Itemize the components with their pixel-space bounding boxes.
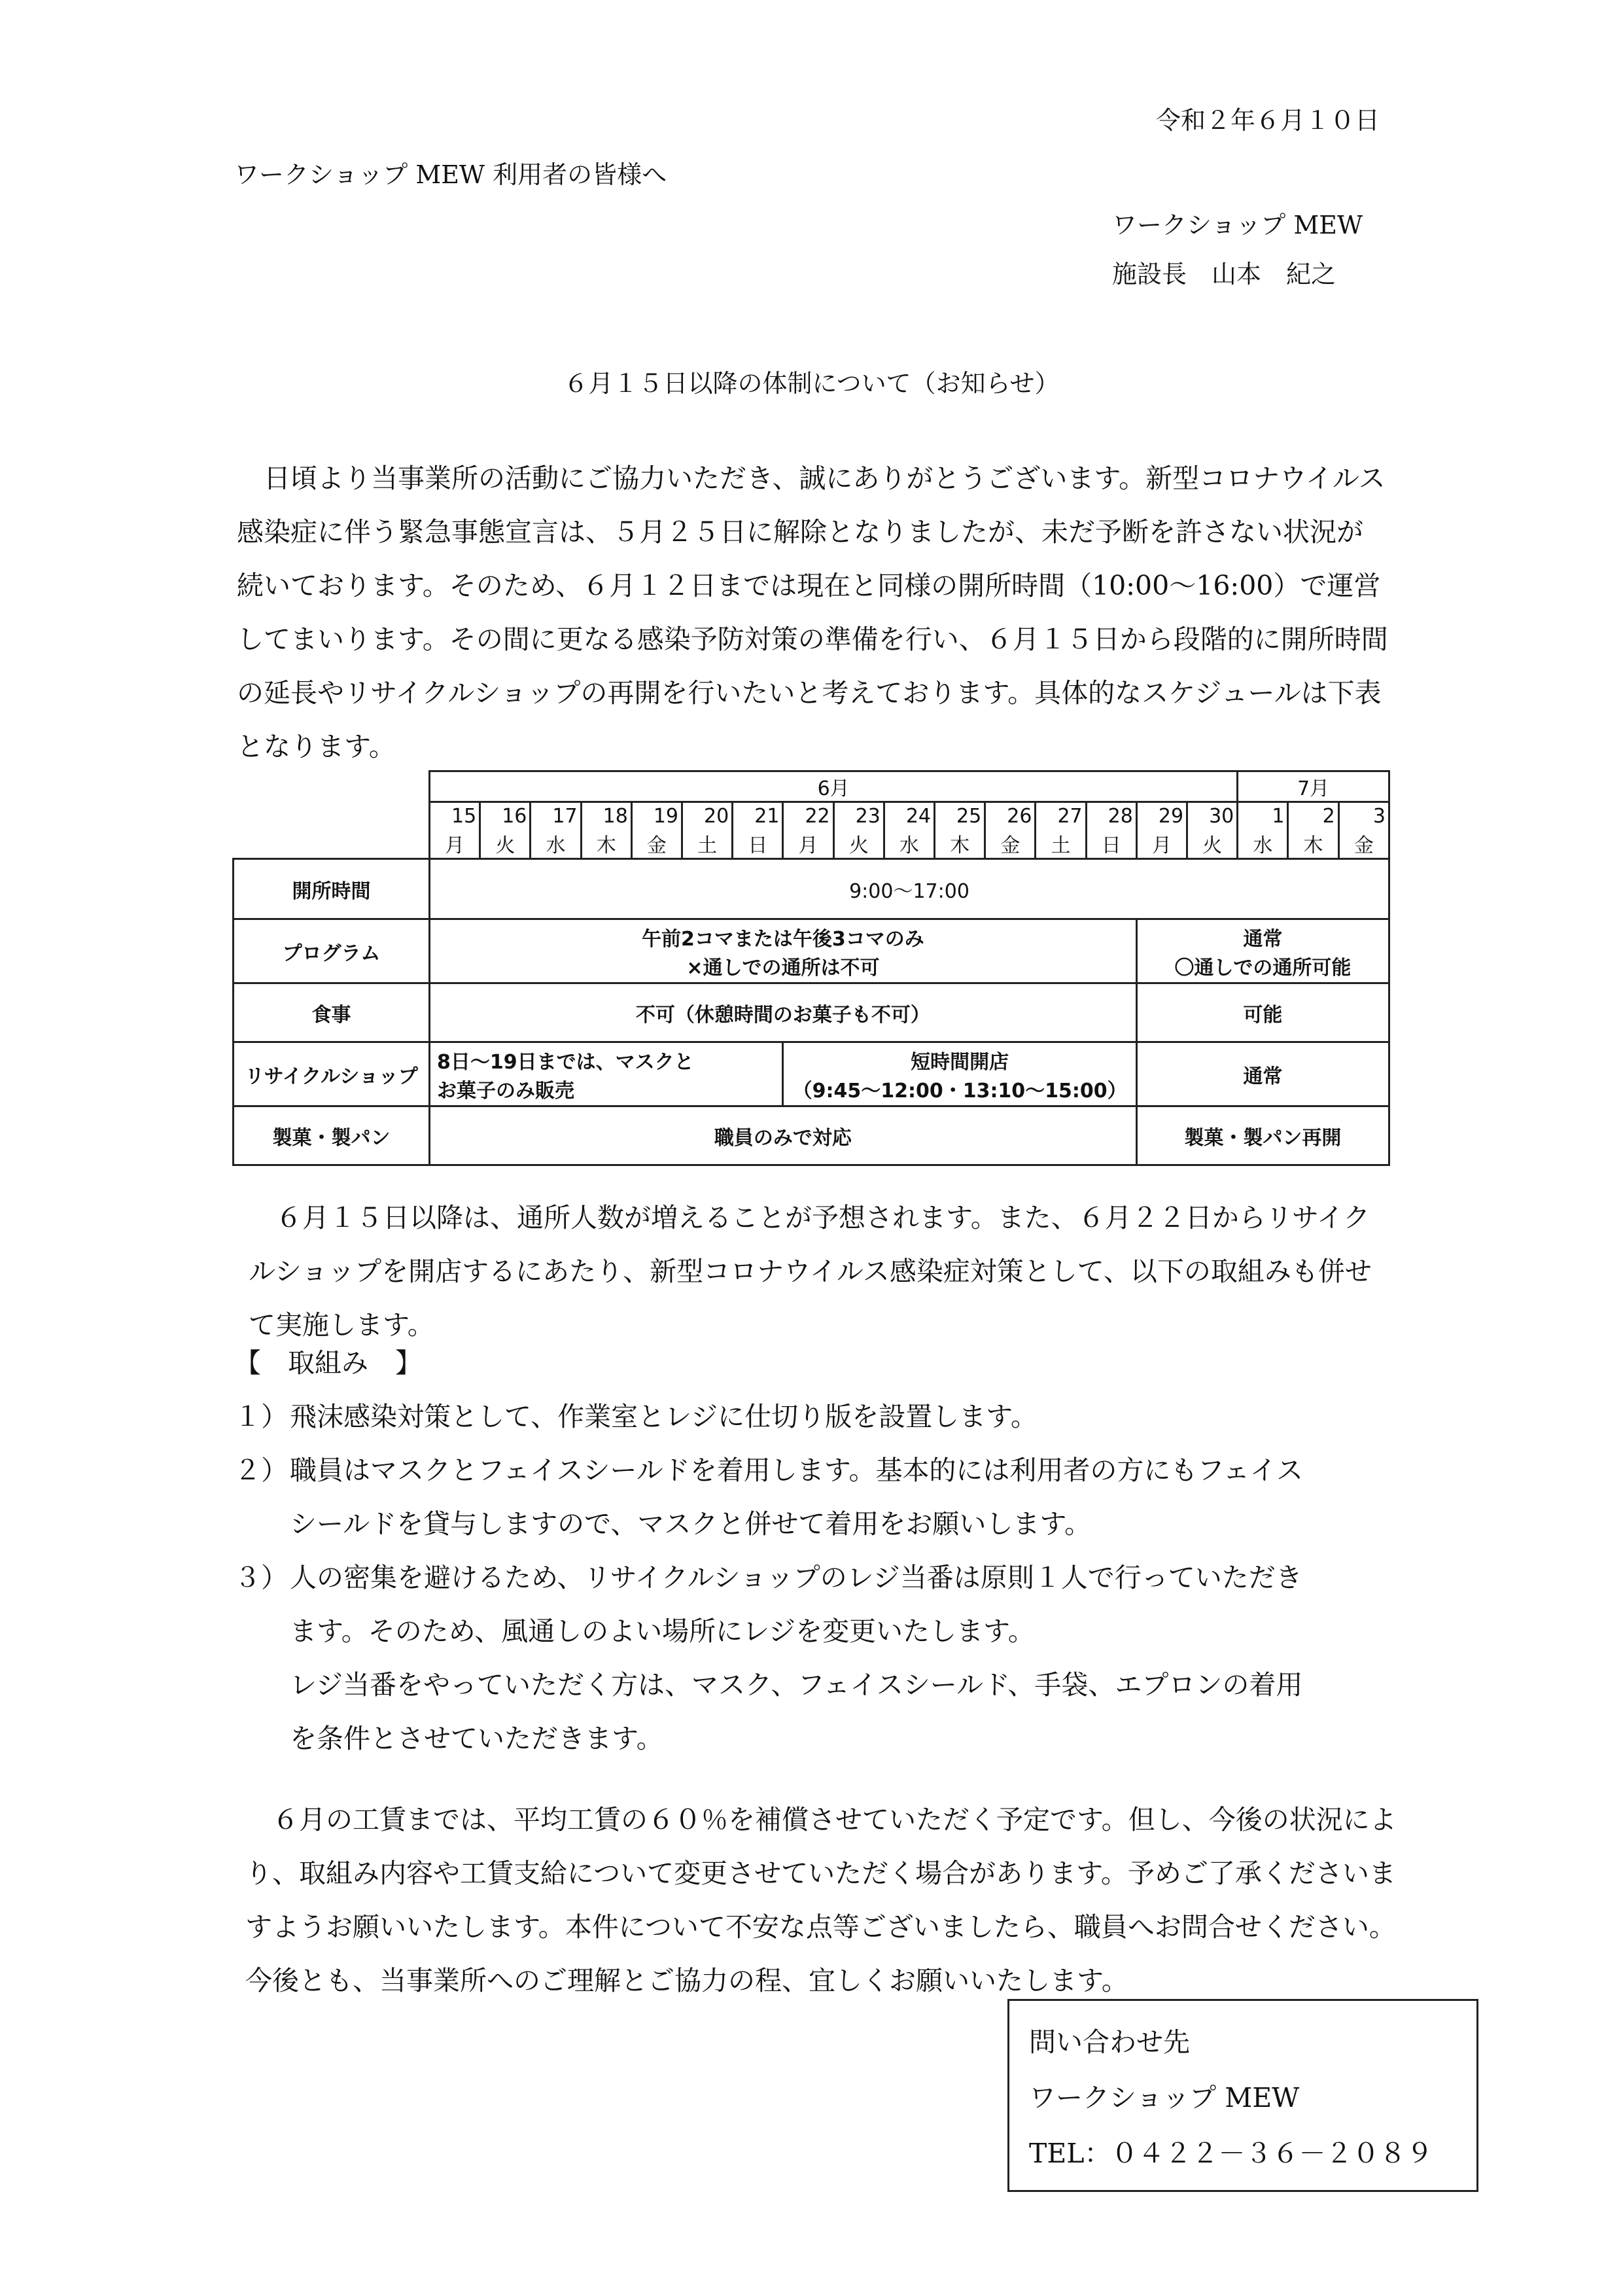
day-number: 28 [1086,802,1136,830]
schedule-corner [234,771,430,859]
meal-june: 不可（休憩時間のお菓子も不可） [430,983,1137,1042]
contact-heading: 問い合わせ先 [1029,2026,1190,2058]
measure-number: １） [234,1401,288,1432]
program-june-line1: 午前2コマまたは午後3コマのみ [642,927,924,951]
recipient-line: ワークショップ MEW 利用者の皆様へ [234,160,667,189]
weekday-cell: 水 [531,829,581,859]
program-june-cell [430,919,1137,983]
day-number: 3 [1338,802,1389,830]
document-title: ６月１５日以降の体制について（お知らせ） [563,369,1060,398]
weekday-cell: 木 [935,829,985,859]
day-number: 17 [531,802,581,830]
schedule-table [232,770,1390,1161]
recycle-mid-line2: （9:45～12:00・13:10～15:00） [792,1079,1127,1103]
program-june-line2: ×通しでの通所は不可 [686,956,880,980]
recycle-early-line1: 8日～19日までは、マスクと [437,1050,694,1074]
measure-line: 職員はマスクとフェイスシールドを着用します。基本的には利用者の方にもフェイス [290,1455,1303,1486]
measures-heading: 【 取組み 】 [234,1347,422,1379]
day-number: 1 [1238,802,1288,830]
day-number: 18 [581,802,631,830]
weekday-cell: 月 [783,829,833,859]
weekday-cell: 火 [833,829,884,859]
program-july-line1: 通常 [1243,927,1283,951]
day-number: 22 [783,802,833,830]
intro-paragraph-text: 日頃より当事業所の活動にご協力いただき、誠にありがとうございます。新型コロナウイルス感染症に伴う緊急事態宣言は、５月２５日に解除となりましたが、未だ予断を許さない状況が続いております。そのため、６月１２日までは現在と同様の開所時間（10:00～16:00）で運営してまいります。その間に更なる感染予防対策の準備を行い、６月１５日から段階的に開所時間の延長やリサイクルショップの再開を行いたいと考えております。具体的なスケジュールは下表となります。 [237,463,1388,762]
recycle-july: 通常 [1136,1042,1389,1106]
sender-organization: ワークショップ MEW [1112,211,1363,239]
weekday-cell: 土 [1036,829,1086,859]
weekday-cell: 日 [1086,829,1136,859]
day-number: 30 [1187,802,1238,830]
measure-line: 飛沫感染対策として、作業室とレジに仕切り版を設置します。 [290,1401,1038,1432]
measure-line: を条件とさせていただきます。 [290,1723,663,1754]
measures-intro-text: ６月１５日以降は、通所人数が増えることが予想されます。また、６月２２日からリサイクルショップを開店するにあたり、新型コロナウイルス感染症対策として、以下の取組みも併せて実施します。 [249,1202,1372,1341]
day-number: 19 [631,802,682,830]
measure-number: ３） [234,1562,288,1593]
weekday-cell: 水 [884,829,934,859]
measure-line: シールドを貸与しますので、マスクと併せて着用をお願いします。 [290,1508,1092,1540]
weekday-cell: 水 [1238,829,1288,859]
document-date: 令和２年６月１０日 [1155,106,1380,135]
recycle-mid-line1: 短時間開店 [911,1050,1009,1074]
contact-phone: TEL：０４２２－３６－２０８９ [1029,2138,1433,2169]
day-number: 2 [1288,802,1338,830]
weekday-cell: 火 [480,829,531,859]
measure-item [234,1556,1302,1595]
weekday-cell: 土 [682,829,733,859]
meal-july: 可能 [1136,983,1389,1042]
weekday-cell: 金 [1338,829,1389,859]
intro-paragraph [237,451,1388,773]
weekday-cell: 日 [733,829,783,859]
weekday-cell: 月 [430,829,480,859]
measure-item [234,1395,1038,1434]
bakery-july: 製菓・製パン再開 [1136,1106,1389,1165]
closing-paragraph [245,1793,1397,2007]
weekday-cell: 木 [1288,829,1338,859]
weekday-cell: 木 [581,829,631,859]
measures-intro-paragraph [249,1191,1393,1352]
weekday-cell: 金 [985,829,1036,859]
row-label-recycle-shop: リサイクルショップ [234,1042,430,1106]
weekday-cell: 金 [631,829,682,859]
day-number: 16 [480,802,531,830]
day-number: 27 [1036,802,1086,830]
weekday-cell: 月 [1136,829,1187,859]
row-label-program: プログラム [234,919,430,983]
closing-paragraph-text: ６月の工賃までは、平均工賃の６０％を補償させていただく予定です。但し、今後の状況により、取組み内容や工賃支給について変更させていただく場合があります。予めご了承くださいますようお願いいたします。本件について不安な点等ございましたら、職員へお問合せください。今後とも、当事業所へのご理解とご協力の程、宜しくお願いいたします。 [245,1804,1397,1996]
row-label-bakery: 製菓・製パン [234,1106,430,1165]
sender-person: 施設長 山本 紀之 [1112,260,1336,289]
recycle-early-cell [430,1042,783,1106]
row-label-meal: 食事 [234,983,430,1042]
recycle-early-line2: お菓子のみ販売 [437,1079,574,1103]
day-number: 21 [733,802,783,830]
program-july-cell [1136,919,1389,983]
day-number: 25 [935,802,985,830]
recycle-mid-cell [783,1042,1136,1106]
month-june: 6月 [430,771,1238,802]
program-july-line2: 〇通しでの通所可能 [1174,956,1352,980]
day-number: 15 [430,802,480,830]
contact-box [1007,1999,1478,2192]
bakery-june: 職員のみで対応 [430,1106,1137,1165]
day-number: 20 [682,802,733,830]
measure-item [234,1449,1303,1487]
hours-value: 9:00～17:00 [430,859,1389,919]
contact-organization: ワークショップ MEW [1029,2082,1300,2113]
measure-number: ２） [234,1455,288,1486]
day-number: 24 [884,802,934,830]
measure-line: レジ当番をやっていただく方は、マスク、フェイスシールド、手袋、エプロンの着用 [290,1669,1303,1701]
measure-line: 人の密集を避けるため、リサイクルショップのレジ当番は原則１人で行っていただき [290,1562,1302,1593]
day-number: 23 [833,802,884,830]
month-july: 7月 [1238,771,1389,802]
measure-line: ます。そのため、風通しのよい場所にレジを変更いたします。 [290,1616,1035,1647]
day-number: 26 [985,802,1036,830]
row-label-hours: 開所時間 [234,859,430,919]
weekday-cell: 火 [1187,829,1238,859]
day-number: 29 [1136,802,1187,830]
